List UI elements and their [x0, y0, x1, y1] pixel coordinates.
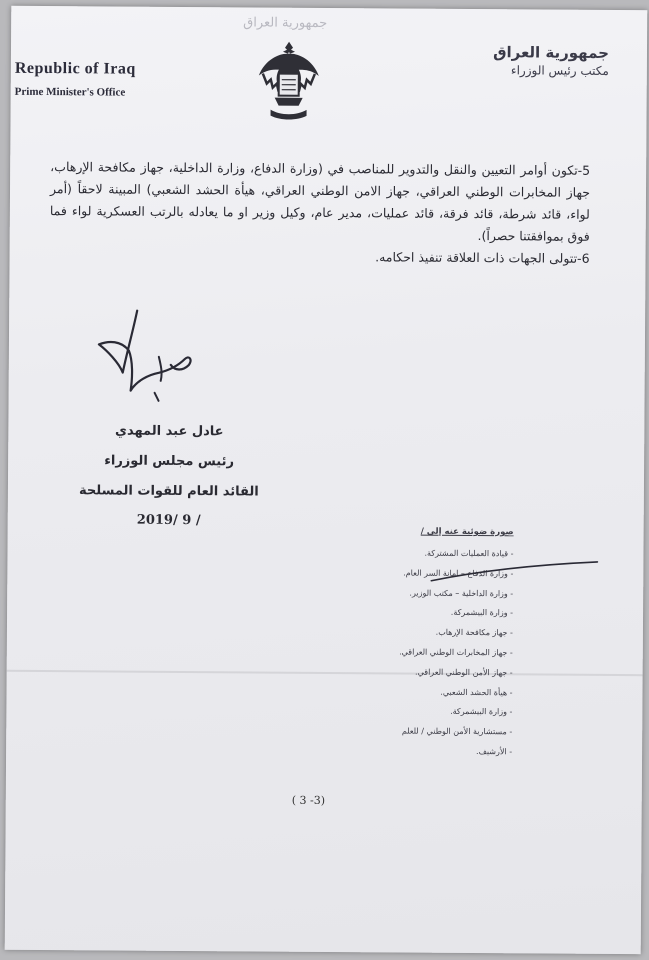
- signatory-block: [74, 416, 265, 528]
- document-page: [5, 6, 648, 954]
- document-date: / 9 /2019: [136, 512, 201, 529]
- arabic-letterhead: [493, 43, 609, 78]
- arabic-title: جمهورية العراق: [493, 43, 610, 62]
- pen-stroke-mark: [429, 559, 599, 590]
- list-item: - هيأة الحشد الشعبي.: [440, 687, 513, 697]
- list-item: - وزارة البيشمركة.: [450, 707, 513, 717]
- arabic-subtitle: مكتب رئيس الوزراء: [510, 63, 609, 78]
- eagle-emblem-icon: [257, 36, 322, 122]
- english-letterhead: [15, 60, 136, 99]
- page-number: ( 3 -3): [291, 793, 326, 808]
- document-body: [49, 156, 590, 270]
- signatory-title-2: القائد العام للقوات المسلحة: [79, 483, 259, 500]
- list-item: - جهاز المخابرات الوطني العراقي.: [399, 647, 513, 658]
- list-item: - جهاز مكافحة الإرهاب.: [435, 627, 513, 638]
- english-title: Republic of Iraq: [14, 59, 136, 78]
- list-item: - وزارة الدفاع – امانة السر العام.: [403, 568, 514, 579]
- list-item: - وزارة البيشمركة.: [450, 608, 514, 618]
- list-item: - جهاز الأمن الوطني العراقي.: [415, 667, 513, 678]
- clause-6: 6-تتولى الجهات ذات العلاقة تنفيذ احكامه.: [375, 249, 590, 266]
- list-item: - مستشارية الأمن الوطني / للعلم: [401, 726, 513, 737]
- english-subtitle: Prime Minister's Office: [14, 85, 126, 99]
- signatory-title: رئيس مجلس الوزراء: [104, 453, 235, 470]
- copies-to-title: صورة ضوئية عنه إلى /: [420, 526, 514, 538]
- list-item: - وزارة الداخلية – مكتب الوزير.: [409, 588, 514, 598]
- watermark: جمهورية العراق: [243, 15, 328, 31]
- clause-5: 5-تكون أوامر التعيين والنقل والتدوير للمناصب في (وزارة الدفاع، وزارة الداخلية، جهاز مكافحة الإرهاب، جهاز المخابرات الوطني العراقي، جهاز الامن الوطني العراقي، هيأة الحشد الشعبي) المبينة لاحقاً (أمر لواء، قائد شرطة، قائد فرقة، قائد عمليات، مدير عام، وكيل وزير او ما يعادله بالرتب العسكرية لواء فما فوق بموافقتنا حصراً).: [49, 159, 591, 244]
- list-item: - قيادة العمليات المشتركة.: [424, 548, 514, 559]
- list-item: - الأرشيف.: [476, 747, 513, 757]
- handwritten-signature: [93, 300, 204, 405]
- signatory-name: عادل عبد المهدي: [115, 423, 224, 440]
